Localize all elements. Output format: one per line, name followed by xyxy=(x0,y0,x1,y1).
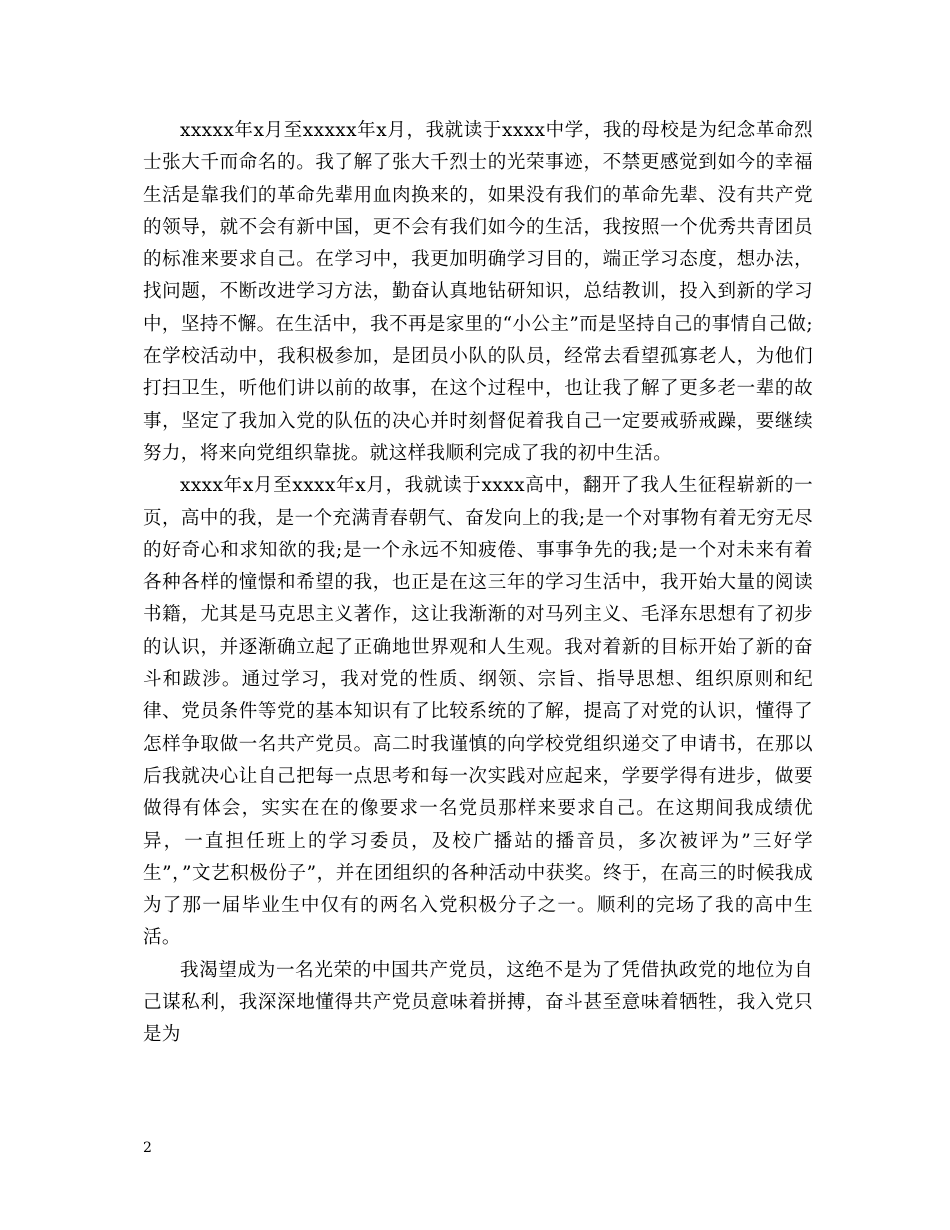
paragraph-aspiration: 我渴望成为一名光荣的中国共产党员，这绝不是为了凭借执政党的地位为自己谋私利，我深深地懂得共产党员意味着拼搏，奋斗甚至意味着牺牲，我入党只是为 xyxy=(143,959,813,1046)
page-number: 2 xyxy=(143,1140,152,1156)
document-body xyxy=(143,115,813,1052)
paragraph-junior-high: xxxxx年x月至xxxxx年x月，我就读于xxxx中学，我的母校是为纪念革命烈士张大千而命名的。我了解了张大千烈士的光荣事迹，不禁更感觉到如今的幸福生活是靠我们的革命先辈用血肉换来的，如果没有我们的革命先辈、没有共产党的领导，就不会有新中国，更不会有我们如今的生活，我按照一个优秀共青团员的标准来要求自己。在学习中，我更加明确学习目的，端正学习态度，想办法，找问题，不断改进学习方法，勤奋认真地钻研知识，总结教训，投入到新的学习中，坚持不懈。在生活中，我不再是家里的“小公主”而是坚持自己的事情自己做;在学校活动中，我积极参加，是团员小队的队员，经常去看望孤寡老人，为他们打扫卫生，听他们讲以前的故事，在这个过程中，也让我了解了更多老一辈的故事，坚定了我加入党的队伍的决心并时刻督促着我自己一定要戒骄戒躁，要继续努力，将来向党组织靠拢。就这样我顺利完成了我的初中生活。 xyxy=(143,120,813,464)
paragraph-senior-high: xxxx年x月至xxxx年x月，我就读于xxxx高中，翻开了我人生征程崭新的一页，高中的我，是一个充满青春朝气、奋发向上的我;是一个对事物有着无穷无尽的好奇心和求知欲的我;是一个永远不知疲倦、事事争先的我;是一个对未来有着各种各样的憧憬和希望的我，也正是在这三年的学习生活中，我开始大量的阅读书籍，尤其是马克思主义著作，这让我渐渐的对马列主义、毛泽东思想有了初步的认识，并逐渐确立起了正确地世界观和人生观。我对着新的目标开始了新的奋斗和跋涉。通过学习，我对党的性质、纲领、宗旨、指导思想、组织原则和纪律、党员条件等党的基本知识有了比较系统的了解，提高了对党的认识，懂得了怎样争取做一名共产党员。高二时我谨慎的向学校党组织递交了申请书，在那以后我就决心让自己把每一点思考和每一次实践对应起来，学要学得有进步，做要做得有体会，实实在在的像要求一名党员那样来要求自己。在这期间我成绩优异，一直担任班上的学习委员，及校广播站的播音员，多次被评为”三好学生”，”文艺积极份子”，并在团组织的各种活动中获奖。终于，在高三的时候我成为了那一届毕业生中仅有的两名入党积极分子之一。顺利的完场了我的高中生活。 xyxy=(143,475,813,949)
